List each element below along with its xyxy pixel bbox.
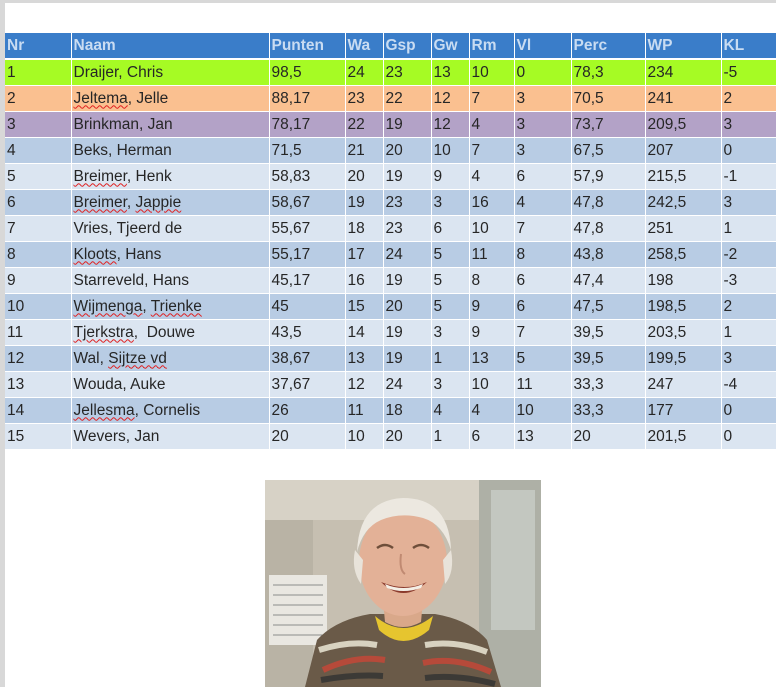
player-last-name: Breimer xyxy=(73,167,127,185)
cell-gw: 5 xyxy=(431,242,469,268)
column-header-naam: Naam xyxy=(71,33,269,59)
cell-gw: 6 xyxy=(431,216,469,242)
cell-wp: 203,5 xyxy=(645,320,721,346)
cell-naam xyxy=(71,164,269,190)
page-top-border xyxy=(0,0,776,3)
name-separator: , xyxy=(118,63,127,81)
player-last-name: Jeltema xyxy=(73,89,128,107)
cell-nr: 2 xyxy=(5,86,71,112)
cell-punten: 43,5 xyxy=(269,320,345,346)
table-row xyxy=(5,138,776,164)
cell-wa: 17 xyxy=(345,242,383,268)
player-first-name: Auke xyxy=(130,375,166,393)
cell-vl: 4 xyxy=(514,190,571,216)
table-row xyxy=(5,216,776,242)
cell-perc: 33,3 xyxy=(571,372,645,398)
cell-perc: 70,5 xyxy=(571,86,645,112)
cell-rm: 7 xyxy=(469,138,514,164)
player-last-name: Starreveld xyxy=(73,271,145,289)
cell-punten: 20 xyxy=(269,424,345,450)
cell-punten: 78,17 xyxy=(269,112,345,138)
cell-wa: 15 xyxy=(345,294,383,320)
player-last-name: Jellesma xyxy=(73,401,135,419)
cell-vl: 13 xyxy=(514,424,571,450)
cell-rm: 11 xyxy=(469,242,514,268)
cell-gw: 3 xyxy=(431,190,469,216)
table-row xyxy=(5,112,776,138)
cell-gsp: 19 xyxy=(383,164,431,190)
cell-kl: 3 xyxy=(721,346,776,372)
cell-nr: 12 xyxy=(5,346,71,372)
column-header-gsp: Gsp xyxy=(383,33,431,59)
cell-perc: 73,7 xyxy=(571,112,645,138)
player-last-name: Kloots xyxy=(73,245,117,263)
table-body xyxy=(5,59,776,450)
cell-rm: 9 xyxy=(469,320,514,346)
name-separator: , xyxy=(126,167,136,185)
cell-rm: 10 xyxy=(469,216,514,242)
cell-wa: 13 xyxy=(345,346,383,372)
cell-gsp: 19 xyxy=(383,112,431,138)
cell-rm: 6 xyxy=(469,424,514,450)
name-separator: , xyxy=(116,245,126,263)
name-separator: , xyxy=(144,271,153,289)
name-separator: , xyxy=(125,427,135,445)
name-separator: , xyxy=(99,349,109,367)
player-first-name: Tjeerd de xyxy=(116,219,183,237)
cell-kl: -5 xyxy=(721,59,776,86)
cell-naam xyxy=(71,320,269,346)
cell-vl: 3 xyxy=(514,138,571,164)
cell-nr: 4 xyxy=(5,138,71,164)
cell-gw: 5 xyxy=(431,268,469,294)
cell-perc: 47,8 xyxy=(571,216,645,242)
cell-gw: 10 xyxy=(431,138,469,164)
cell-gw: 5 xyxy=(431,294,469,320)
cell-wp: 201,5 xyxy=(645,424,721,450)
name-separator: , xyxy=(122,375,131,393)
cell-punten: 45,17 xyxy=(269,268,345,294)
player-last-name: Wijmenga xyxy=(73,297,143,315)
player-first-name: Chris xyxy=(126,63,164,81)
cell-rm: 4 xyxy=(469,164,514,190)
cell-punten: 71,5 xyxy=(269,138,345,164)
cell-gw: 3 xyxy=(431,372,469,398)
player-first-name: Cornelis xyxy=(143,401,201,419)
cell-wp: 241 xyxy=(645,86,721,112)
cell-perc: 43,8 xyxy=(571,242,645,268)
player-first-name: Trienke xyxy=(150,297,202,315)
cell-wa: 21 xyxy=(345,138,383,164)
cell-naam xyxy=(71,268,269,294)
cell-naam xyxy=(71,398,269,424)
cell-wp: 198 xyxy=(645,268,721,294)
cell-naam xyxy=(71,294,269,320)
cell-naam xyxy=(71,86,269,112)
cell-vl: 11 xyxy=(514,372,571,398)
cell-wp: 234 xyxy=(645,59,721,86)
table-row xyxy=(5,294,776,320)
cell-naam xyxy=(71,190,269,216)
cell-rm: 10 xyxy=(469,372,514,398)
cell-gw: 4 xyxy=(431,398,469,424)
player-photo xyxy=(265,480,541,687)
cell-kl: 3 xyxy=(721,112,776,138)
table-row xyxy=(5,346,776,372)
player-last-name: Vries xyxy=(73,219,109,237)
table-row xyxy=(5,242,776,268)
cell-naam xyxy=(71,424,269,450)
player-first-name: Jappie xyxy=(135,193,182,211)
cell-kl: 1 xyxy=(721,216,776,242)
cell-vl: 7 xyxy=(514,320,571,346)
cell-kl: 0 xyxy=(721,138,776,164)
cell-gsp: 24 xyxy=(383,242,431,268)
cell-wp: 247 xyxy=(645,372,721,398)
cell-wa: 11 xyxy=(345,398,383,424)
cell-nr: 11 xyxy=(5,320,71,346)
cell-vl: 5 xyxy=(514,346,571,372)
cell-kl: -3 xyxy=(721,268,776,294)
player-photo-image xyxy=(265,480,541,687)
column-header-kl: KL xyxy=(721,33,776,59)
cell-naam xyxy=(71,216,269,242)
column-header-punten: Punten xyxy=(269,33,345,59)
cell-gsp: 19 xyxy=(383,268,431,294)
cell-kl: -1 xyxy=(721,164,776,190)
table-row xyxy=(5,398,776,424)
table-header xyxy=(5,33,776,59)
cell-naam xyxy=(71,372,269,398)
cell-vl: 0 xyxy=(514,59,571,86)
cell-rm: 10 xyxy=(469,59,514,86)
cell-vl: 7 xyxy=(514,216,571,242)
name-separator: , xyxy=(107,141,117,159)
cell-gsp: 22 xyxy=(383,86,431,112)
cell-gsp: 20 xyxy=(383,294,431,320)
cell-gsp: 23 xyxy=(383,216,431,242)
cell-nr: 1 xyxy=(5,59,71,86)
cell-wa: 18 xyxy=(345,216,383,242)
cell-gw: 1 xyxy=(431,424,469,450)
name-separator: , xyxy=(133,323,143,341)
cell-naam xyxy=(71,138,269,164)
cell-gsp: 23 xyxy=(383,190,431,216)
cell-wp: 199,5 xyxy=(645,346,721,372)
cell-gsp: 20 xyxy=(383,424,431,450)
table-row xyxy=(5,320,776,346)
cell-perc: 47,5 xyxy=(571,294,645,320)
name-separator: , xyxy=(142,297,151,315)
cell-vl: 3 xyxy=(514,112,571,138)
cell-punten: 55,67 xyxy=(269,216,345,242)
player-first-name: Herman xyxy=(116,141,172,159)
cell-gw: 12 xyxy=(431,112,469,138)
name-separator: , xyxy=(134,401,144,419)
cell-kl: 2 xyxy=(721,294,776,320)
cell-perc: 20 xyxy=(571,424,645,450)
player-first-name: Hans xyxy=(125,245,162,263)
cell-vl: 8 xyxy=(514,242,571,268)
cell-wa: 12 xyxy=(345,372,383,398)
column-header-gw: Gw xyxy=(431,33,469,59)
cell-rm: 13 xyxy=(469,346,514,372)
cell-punten: 55,17 xyxy=(269,242,345,268)
cell-gsp: 19 xyxy=(383,320,431,346)
cell-wp: 207 xyxy=(645,138,721,164)
cell-gsp: 23 xyxy=(383,59,431,86)
name-separator: , xyxy=(127,89,137,107)
cell-wa: 23 xyxy=(345,86,383,112)
cell-kl: -4 xyxy=(721,372,776,398)
cell-rm: 4 xyxy=(469,112,514,138)
cell-kl: 3 xyxy=(721,190,776,216)
table-row xyxy=(5,268,776,294)
table-row xyxy=(5,372,776,398)
cell-vl: 6 xyxy=(514,294,571,320)
cell-nr: 9 xyxy=(5,268,71,294)
standings-table xyxy=(5,33,776,450)
cell-punten: 38,67 xyxy=(269,346,345,372)
cell-naam xyxy=(71,59,269,86)
cell-kl: 1 xyxy=(721,320,776,346)
player-last-name: Breimer xyxy=(73,193,127,211)
cell-wa: 19 xyxy=(345,190,383,216)
cell-wp: 209,5 xyxy=(645,112,721,138)
player-last-name: Wevers xyxy=(73,427,126,445)
cell-perc: 39,5 xyxy=(571,346,645,372)
cell-perc: 39,5 xyxy=(571,320,645,346)
cell-rm: 4 xyxy=(469,398,514,424)
player-last-name: Tjerkstra xyxy=(73,323,134,341)
cell-perc: 57,9 xyxy=(571,164,645,190)
cell-punten: 26 xyxy=(269,398,345,424)
cell-punten: 37,67 xyxy=(269,372,345,398)
cell-wp: 251 xyxy=(645,216,721,242)
name-separator: , xyxy=(138,115,148,133)
player-first-name: Hans xyxy=(152,271,189,289)
table-row xyxy=(5,424,776,450)
cell-nr: 7 xyxy=(5,216,71,242)
cell-gw: 3 xyxy=(431,320,469,346)
player-last-name: Beks xyxy=(73,141,108,159)
cell-wa: 14 xyxy=(345,320,383,346)
cell-rm: 8 xyxy=(469,268,514,294)
cell-punten: 98,5 xyxy=(269,59,345,86)
cell-kl: -2 xyxy=(721,242,776,268)
cell-gw: 13 xyxy=(431,59,469,86)
cell-nr: 5 xyxy=(5,164,71,190)
cell-perc: 67,5 xyxy=(571,138,645,164)
cell-perc: 47,4 xyxy=(571,268,645,294)
cell-kl: 2 xyxy=(721,86,776,112)
player-first-name: Sijtze vd xyxy=(108,349,167,367)
cell-kl: 0 xyxy=(721,424,776,450)
header-row xyxy=(5,33,776,59)
player-last-name: Draijer xyxy=(73,63,119,81)
cell-wp: 242,5 xyxy=(645,190,721,216)
player-first-name: Douwe xyxy=(142,323,195,341)
column-header-wp: WP xyxy=(645,33,721,59)
cell-rm: 9 xyxy=(469,294,514,320)
cell-punten: 58,83 xyxy=(269,164,345,190)
cell-wa: 22 xyxy=(345,112,383,138)
cell-punten: 58,67 xyxy=(269,190,345,216)
cell-wa: 20 xyxy=(345,164,383,190)
player-first-name: Jan xyxy=(147,115,173,133)
cell-nr: 10 xyxy=(5,294,71,320)
cell-wa: 24 xyxy=(345,59,383,86)
cell-nr: 8 xyxy=(5,242,71,268)
cell-nr: 14 xyxy=(5,398,71,424)
cell-wa: 10 xyxy=(345,424,383,450)
column-header-wa: Wa xyxy=(345,33,383,59)
table-row xyxy=(5,190,776,216)
player-first-name: Jelle xyxy=(136,89,169,107)
cell-vl: 6 xyxy=(514,268,571,294)
cell-punten: 45 xyxy=(269,294,345,320)
player-last-name: Wal xyxy=(73,349,100,367)
player-first-name: Jan xyxy=(134,427,160,445)
cell-nr: 3 xyxy=(5,112,71,138)
cell-vl: 3 xyxy=(514,86,571,112)
cell-wp: 215,5 xyxy=(645,164,721,190)
cell-rm: 16 xyxy=(469,190,514,216)
cell-perc: 78,3 xyxy=(571,59,645,86)
cell-gw: 9 xyxy=(431,164,469,190)
name-separator: , xyxy=(126,193,136,211)
cell-naam xyxy=(71,112,269,138)
cell-wp: 258,5 xyxy=(645,242,721,268)
cell-perc: 47,8 xyxy=(571,190,645,216)
name-separator: , xyxy=(108,219,117,237)
player-last-name: Brinkman xyxy=(73,115,139,133)
cell-rm: 7 xyxy=(469,86,514,112)
cell-gw: 1 xyxy=(431,346,469,372)
column-header-perc: Perc xyxy=(571,33,645,59)
cell-wa: 16 xyxy=(345,268,383,294)
cell-kl: 0 xyxy=(721,398,776,424)
cell-vl: 6 xyxy=(514,164,571,190)
cell-gsp: 24 xyxy=(383,372,431,398)
cell-gw: 12 xyxy=(431,86,469,112)
column-header-nr: Nr xyxy=(5,33,71,59)
table-row xyxy=(5,86,776,112)
cell-nr: 15 xyxy=(5,424,71,450)
table-row xyxy=(5,164,776,190)
player-first-name: Henk xyxy=(135,167,172,185)
cell-gsp: 19 xyxy=(383,346,431,372)
cell-nr: 13 xyxy=(5,372,71,398)
cell-vl: 10 xyxy=(514,398,571,424)
cell-gsp: 20 xyxy=(383,138,431,164)
cell-naam xyxy=(71,242,269,268)
column-header-rm: Rm xyxy=(469,33,514,59)
cell-wp: 198,5 xyxy=(645,294,721,320)
cell-wp: 177 xyxy=(645,398,721,424)
cell-perc: 33,3 xyxy=(571,398,645,424)
cell-punten: 88,17 xyxy=(269,86,345,112)
cell-gsp: 18 xyxy=(383,398,431,424)
player-last-name: Wouda xyxy=(73,375,123,393)
table-row xyxy=(5,59,776,86)
cell-naam xyxy=(71,346,269,372)
column-header-vl: Vl xyxy=(514,33,571,59)
cell-nr: 6 xyxy=(5,190,71,216)
